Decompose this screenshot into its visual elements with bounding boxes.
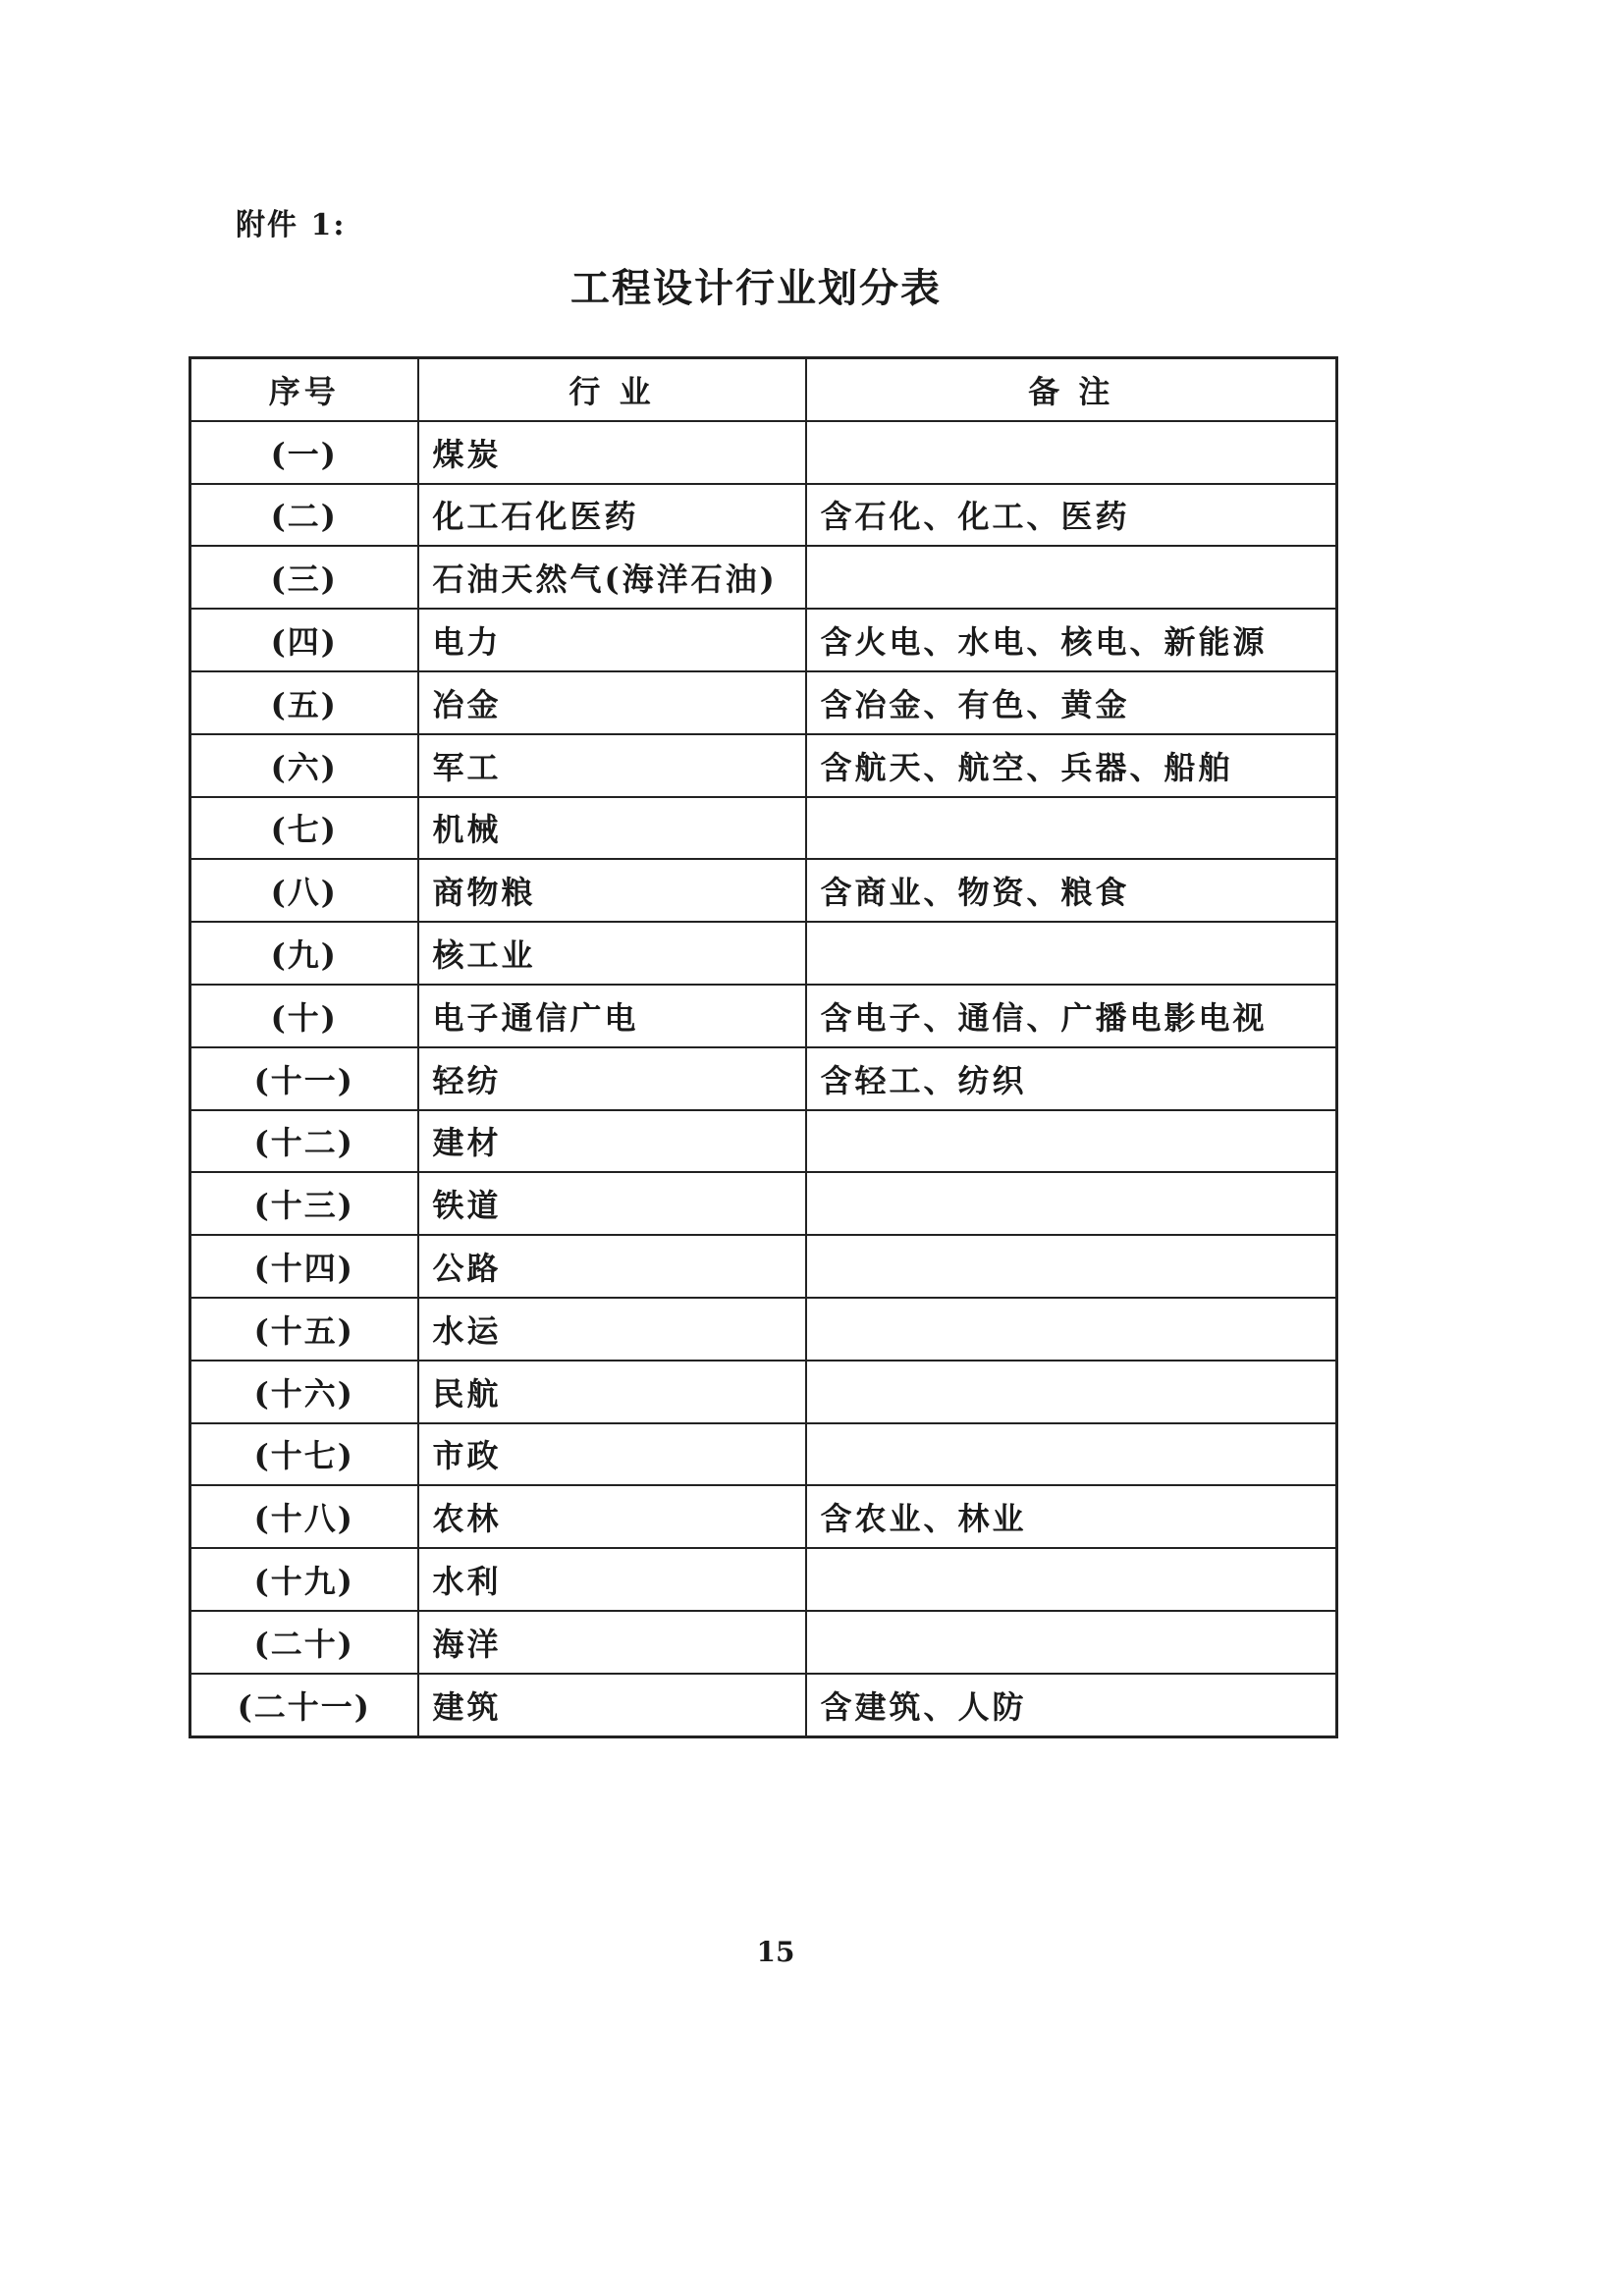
row-remarks-cell: 含建筑、人防: [806, 1674, 1337, 1736]
row-remarks-cell: [806, 546, 1337, 609]
header-industry: 行 业: [418, 358, 806, 421]
row-industry-cell: 民航: [418, 1361, 806, 1423]
row-number-cell: (十八): [190, 1485, 418, 1548]
table-row: [190, 671, 1337, 734]
row-number-cell: (四): [190, 609, 418, 671]
row-number-cell: (三): [190, 546, 418, 609]
row-industry-cell: 水运: [418, 1298, 806, 1361]
table-row: [190, 421, 1337, 484]
row-number-cell: (十七): [190, 1423, 418, 1486]
row-industry-cell: 农林: [418, 1485, 806, 1548]
table-row: [190, 609, 1337, 671]
row-industry-cell: 核工业: [418, 922, 806, 985]
row-number-cell: (九): [190, 922, 418, 985]
row-remarks-cell: [806, 1110, 1337, 1173]
table-row: [190, 1172, 1337, 1235]
row-industry-cell: 海洋: [418, 1611, 806, 1674]
table-row: [190, 1423, 1337, 1486]
row-industry-cell: 商物粮: [418, 859, 806, 922]
row-number-cell: (十六): [190, 1361, 418, 1423]
row-number-cell: (十五): [190, 1298, 418, 1361]
row-remarks-cell: [806, 797, 1337, 860]
row-number-cell: (十一): [190, 1047, 418, 1110]
table-row: [190, 1047, 1337, 1110]
row-number-cell: (十二): [190, 1110, 418, 1173]
row-industry-cell: 电力: [418, 609, 806, 671]
row-remarks-cell: [806, 1172, 1337, 1235]
industry-classification-table: [189, 356, 1338, 1738]
table-header-row: [190, 358, 1337, 421]
table-row: [190, 734, 1337, 797]
row-remarks-cell: 含石化、化工、医药: [806, 484, 1337, 547]
row-industry-cell: 建筑: [418, 1674, 806, 1736]
row-number-cell: (十): [190, 985, 418, 1047]
table-row: [190, 1361, 1337, 1423]
row-industry-cell: 军工: [418, 734, 806, 797]
attachment-label: 附件 1:: [236, 208, 347, 242]
row-remarks-cell: 含商业、物资、粮食: [806, 859, 1337, 922]
row-remarks-cell: 含农业、林业: [806, 1485, 1337, 1548]
row-number-cell: (二十一): [190, 1674, 418, 1736]
table-row: [190, 484, 1337, 547]
document-title: 工程设计行业划分表: [570, 265, 942, 311]
row-industry-cell: 石油天然气(海洋石油): [418, 546, 806, 609]
row-number-cell: (五): [190, 671, 418, 734]
row-industry-cell: 市政: [418, 1423, 806, 1486]
row-remarks-cell: [806, 1235, 1337, 1298]
header-remarks: 备 注: [806, 358, 1337, 421]
table-row: [190, 922, 1337, 985]
row-industry-cell: 铁道: [418, 1172, 806, 1235]
row-remarks-cell: 含火电、水电、核电、新能源: [806, 609, 1337, 671]
table-row: [190, 546, 1337, 609]
row-remarks-cell: 含航天、航空、兵器、船舶: [806, 734, 1337, 797]
row-remarks-cell: [806, 1298, 1337, 1361]
row-number-cell: (七): [190, 797, 418, 860]
row-industry-cell: 煤炭: [418, 421, 806, 484]
table-row: [190, 1298, 1337, 1361]
row-remarks-cell: [806, 421, 1337, 484]
table-row: [190, 1110, 1337, 1173]
row-remarks-cell: 含冶金、有色、黄金: [806, 671, 1337, 734]
row-industry-cell: 建材: [418, 1110, 806, 1173]
row-number-cell: (十三): [190, 1172, 418, 1235]
row-industry-cell: 化工石化医药: [418, 484, 806, 547]
table-row: [190, 797, 1337, 860]
table-row: [190, 1485, 1337, 1548]
row-industry-cell: 冶金: [418, 671, 806, 734]
row-industry-cell: 电子通信广电: [418, 985, 806, 1047]
row-number-cell: (二): [190, 484, 418, 547]
table-row: [190, 985, 1337, 1047]
row-remarks-cell: [806, 1548, 1337, 1611]
header-number: 序号: [190, 358, 418, 421]
row-remarks-cell: 含电子、通信、广播电影电视: [806, 985, 1337, 1047]
page-number: 15: [756, 1936, 795, 1968]
table-body: [190, 421, 1337, 1736]
row-number-cell: (六): [190, 734, 418, 797]
row-industry-cell: 水利: [418, 1548, 806, 1611]
row-number-cell: (十四): [190, 1235, 418, 1298]
row-remarks-cell: [806, 1423, 1337, 1486]
row-industry-cell: 公路: [418, 1235, 806, 1298]
row-number-cell: (一): [190, 421, 418, 484]
row-remarks-cell: [806, 922, 1337, 985]
row-remarks-cell: [806, 1611, 1337, 1674]
table-row: [190, 859, 1337, 922]
row-remarks-cell: 含轻工、纺织: [806, 1047, 1337, 1110]
table-row: [190, 1548, 1337, 1611]
table-row: [190, 1674, 1337, 1736]
row-number-cell: (八): [190, 859, 418, 922]
table-row: [190, 1235, 1337, 1298]
row-number-cell: (十九): [190, 1548, 418, 1611]
row-industry-cell: 机械: [418, 797, 806, 860]
row-number-cell: (二十): [190, 1611, 418, 1674]
table-row: [190, 1611, 1337, 1674]
row-industry-cell: 轻纺: [418, 1047, 806, 1110]
row-remarks-cell: [806, 1361, 1337, 1423]
